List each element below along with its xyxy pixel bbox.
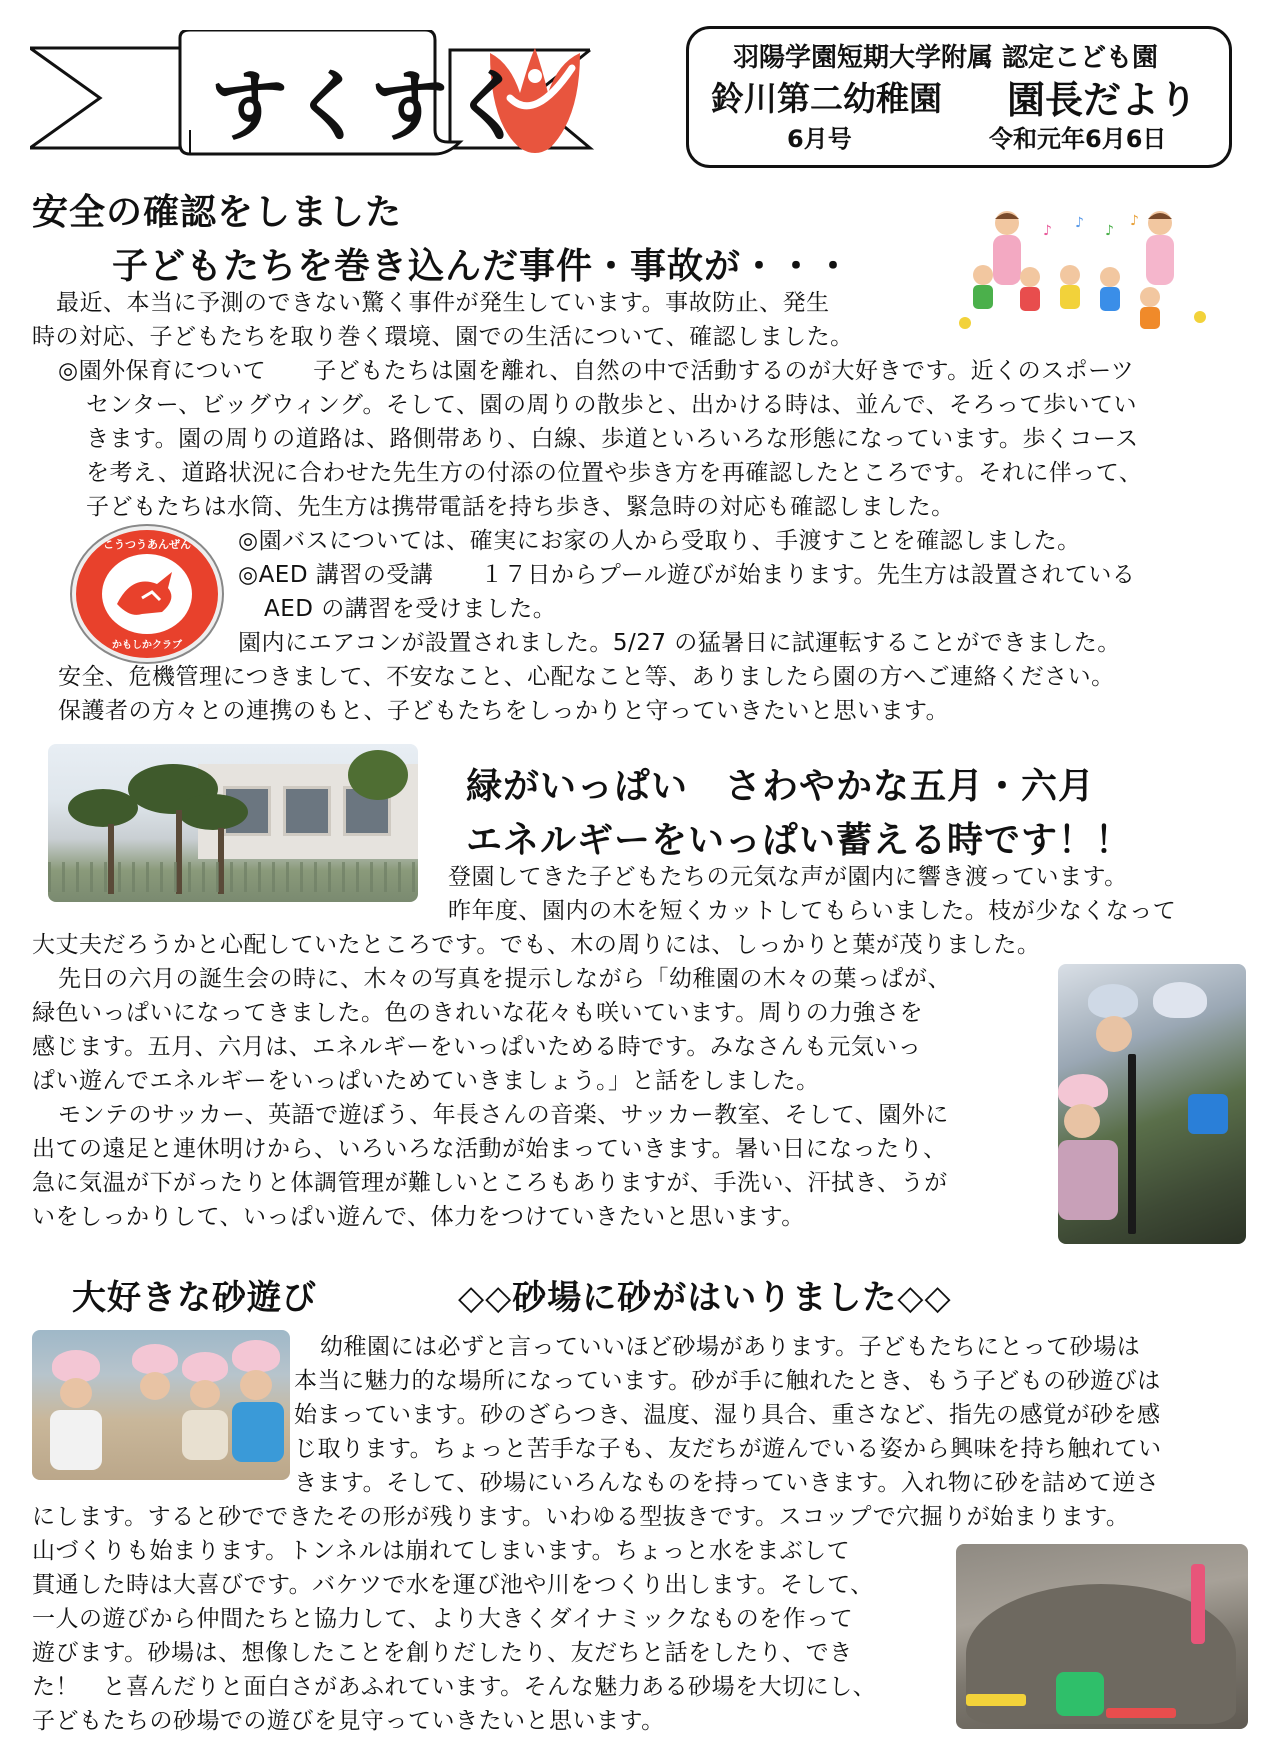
section2-line: ぱい遊んでエネルギーをいっぱいためていきましょう。」と話をしました。 [32, 1068, 820, 1094]
school-building-photo [48, 744, 418, 902]
section1-subheading: 子どもたちを巻き込んだ事件・事故が・・・ [112, 246, 853, 287]
section1-line: 保護者の方々との連携のもと、子どもたちをしっかりと守っていきたいと思います。 [58, 698, 950, 724]
section3-line: にします。すると砂でできたその形が残ります。いわゆる型抜きです。スコップで穴掘りが始まります。 [32, 1504, 1130, 1530]
section2-line: 大丈夫だろうかと心配していたところです。でも、木の周りには、しっかりと葉が茂りました。 [32, 932, 1041, 958]
section1-line: ◎AED 講習の受講 １７日からプール遊びが始まります。先生方は設置されている [238, 562, 1136, 588]
section1-heading: 安全の確認をしました [32, 192, 403, 233]
section3-line: 貫通した時は大喜びです。バケツで水を運び池や川をつくり出します。そして、 [32, 1572, 874, 1598]
section3-subheading: ◇◇砂場に砂がはいりました◇◇ [458, 1278, 952, 1318]
section2-heading: 緑がいっぱい さわやかな五月・六月 [466, 766, 1096, 807]
section1-line: 時の対応、子どもたちを取り巻く環境、園での生活について、確認しました。 [32, 324, 854, 350]
section3-line: 幼稚園には必ずと言っていいほど砂場があります。子どもたちにとって砂場は [320, 1334, 1141, 1360]
section3-line: じ取ります。ちょっと苦手な子も、友だちが遊んでいる姿から興味を持ち触れてい [294, 1436, 1162, 1462]
school-name: 鈴川第二幼稚園 [711, 79, 942, 118]
section2-line: モンテのサッカー、英語で遊ぼう、年長さんの音楽、サッカー教室、そして、園外に [58, 1102, 949, 1128]
section2-line: 昨年度、園内の木を短くカットしてもらいました。枝が少なくなって [448, 898, 1177, 924]
section2-line: 感じます。五月、六月は、エネルギーをいっぱいためる時です。みなさんも元気いっ [32, 1034, 922, 1060]
section1-line: ◎園外保育について 子どもたちは園を離れ、自然の中で活動するのが大好きです。近くのスポーツ [58, 358, 1135, 384]
children-gardening-photo [1058, 964, 1246, 1244]
newsletter-title: すくすく [210, 61, 531, 152]
section3-heading: 大好きな砂遊び [72, 1278, 317, 1318]
section2-line: 登園してきた子どもたちの元気な声が園内に響き渡っています。 [448, 864, 1128, 890]
svg-text:♪: ♪ [1075, 215, 1084, 231]
section3-line: 遊びます。砂場は、想像したことを創りだしたり、友だちと話をしたり、でき [32, 1640, 853, 1666]
sand-mountain-photo [956, 1544, 1248, 1729]
school-info-box [686, 26, 1232, 168]
section3-line: 山づくりも始まります。トンネルは崩れてしまいます。ちょっと水をまぶして [32, 1538, 851, 1564]
school-affiliation: 羽陽学園短期大学附属 認定こども園 [733, 43, 1159, 73]
section2-line: いをしっかりして、いっぱい遊んで、体力をつけていきたいと思います。 [32, 1204, 805, 1230]
section3-line: 本当に魅力的な場所になっています。砂が手に触れたとき、もう子どもの砂遊びは [294, 1368, 1161, 1394]
section1-line: 安全、危機管理につきまして、不安なこと、心配なこと等、ありましたら園の方へご連絡ください。 [58, 664, 1115, 690]
issue-date: 令和元年6月6日 [989, 125, 1167, 153]
section3-line: 子どもたちの砂場での遊びを見守っていきたいと思います。 [32, 1708, 665, 1734]
section1-line: 園内にエアコンが設置されました。5/27 の猛暑日に試運転することができました。 [238, 630, 1121, 656]
svg-text:♪: ♪ [1043, 223, 1052, 239]
section2-line: 急に気温が下がったりと体調管理が難しいところもありますが、手洗い、汗拭き、うが [32, 1170, 948, 1196]
section1-line: ◎園バスについては、確実にお家の人から受取り、手渡すことを確認しました。 [238, 528, 1081, 554]
newsletter-name: 園長だより [1007, 78, 1198, 122]
section1-line: を考え、道路状況に合わせた先生方の付添の位置や歩き方を再確認したところです。それに伴って、 [86, 460, 1143, 486]
traffic-safety-badge [72, 526, 222, 662]
badge-center [102, 554, 192, 634]
badge-top-text: こうつうあんぜん [103, 538, 191, 551]
section1-line: 子どもたちは水筒、先生方は携帯電話を持ち歩き、緊急時の対応も確認しました。 [86, 494, 955, 520]
section2-subheading: エネルギーをいっぱい蓄える時です！！ [466, 820, 1133, 861]
kids-walking-illustration [955, 205, 1215, 340]
section2-line: 出ての遠足と連休明けから、いろいろな活動が始まっていきます。暑い日になったり、 [32, 1136, 947, 1162]
section3-line: 始まっています。砂のざらつき、温度、湿り具合、重さなど、指先の感覚が砂を感 [294, 1402, 1161, 1428]
badge-bottom-text: かもしかクラブ [112, 640, 182, 651]
section1-line: 最近、本当に予測のできない驚く事件が発生しています。事故防止、発生 [56, 290, 830, 316]
section3-line: た！ と喜んだりと面白さがあふれています。そんな魅力ある砂場を大切にし、 [32, 1674, 877, 1700]
svg-text:♪: ♪ [1105, 223, 1114, 239]
section3-line: きます。そして、砂場にいろんなものを持っていきます。入れ物に砂を詰めて逆さ [294, 1470, 1160, 1496]
svg-text:♪: ♪ [1130, 213, 1139, 229]
section2-line: 先日の六月の誕生会の時に、木々の写真を提示しながら「幼稚園の木々の葉っぱが、 [58, 966, 951, 992]
antelope-icon [102, 554, 192, 634]
section1-line: AED の講習を受けました。 [264, 596, 557, 622]
children-sandbox-photo [32, 1330, 290, 1480]
issue-label: 6月号 [787, 125, 852, 153]
section1-line: センター、ビッグウィング。そして、園の周りの散歩と、出かける時は、並んで、そろって歩いてい [86, 392, 1138, 418]
section1-line: きます。園の周りの道路は、路側帯あり、白線、歩道といろいろな形態になっています。歩くコース [86, 426, 1139, 452]
section2-line: 緑色いっぱいになってきました。色のきれいな花々も咲いています。周りの力強さを [32, 1000, 924, 1026]
section3-line: 一人の遊びから仲間たちと協力して、より大きくダイナミックなものを作って [32, 1606, 854, 1632]
